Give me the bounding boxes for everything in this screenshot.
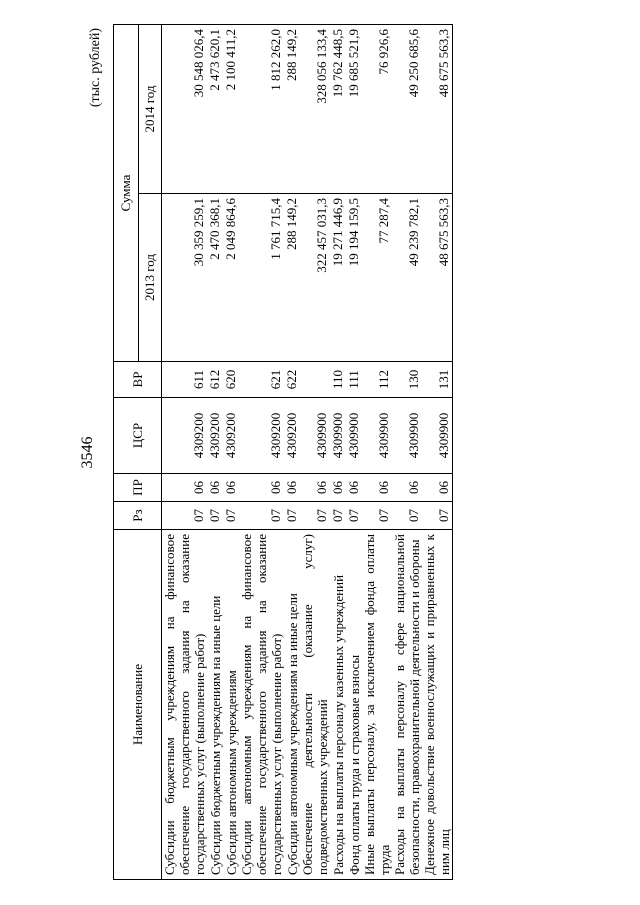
row-rz: 07 bbox=[223, 502, 239, 530]
row-csr: 4309200 bbox=[207, 398, 223, 474]
row-rz: 07 bbox=[284, 502, 300, 530]
row-sum-2013: 19 271 446,9 bbox=[330, 194, 346, 362]
table-row bbox=[362, 25, 392, 880]
row-csr: 4309900 bbox=[392, 398, 422, 474]
row-sum-2013: 48 675 563,3 bbox=[422, 194, 453, 362]
row-csr: 4309900 bbox=[422, 398, 453, 474]
row-csr: 4309200 bbox=[239, 398, 284, 474]
row-name: Денежное довольствие военнослужащих и приравненных к ним лиц bbox=[422, 530, 453, 880]
row-vr bbox=[300, 362, 330, 398]
row-csr: 4309200 bbox=[284, 398, 300, 474]
row-pr: 06 bbox=[284, 474, 300, 502]
row-sum-2013: 1 761 715,4 bbox=[239, 194, 284, 362]
header-2013: 2013 год bbox=[139, 194, 162, 362]
row-rz: 07 bbox=[346, 502, 362, 530]
row-vr: 611 bbox=[162, 362, 208, 398]
row-vr: 112 bbox=[362, 362, 392, 398]
row-pr: 06 bbox=[362, 474, 392, 502]
table-row bbox=[223, 25, 239, 880]
row-csr: 4309200 bbox=[162, 398, 208, 474]
row-rz: 07 bbox=[162, 502, 208, 530]
row-vr: 612 bbox=[207, 362, 223, 398]
page-number: 3546 bbox=[79, 436, 96, 469]
row-name: Расходы на выплаты персоналу в сфере национальной безопасности, правоохранительной деятельности и обороны bbox=[392, 530, 422, 880]
row-sum-2014: 288 149,2 bbox=[284, 25, 300, 194]
row-vr: 622 bbox=[284, 362, 300, 398]
header-sum: Сумма bbox=[114, 25, 139, 362]
row-pr: 06 bbox=[330, 474, 346, 502]
row-vr: 620 bbox=[223, 362, 239, 398]
row-sum-2014: 2 100 411,2 bbox=[223, 25, 239, 194]
table-row bbox=[239, 25, 284, 880]
row-sum-2013: 30 359 259,1 bbox=[162, 194, 208, 362]
row-name: Иные выплаты персоналу, за исключением фонда оплаты труда bbox=[362, 530, 392, 880]
row-name: Субсидии автономным учреждениям bbox=[223, 530, 239, 880]
header-name: Наименование bbox=[114, 530, 162, 880]
row-rz: 07 bbox=[392, 502, 422, 530]
row-vr: 110 bbox=[330, 362, 346, 398]
row-rz: 07 bbox=[300, 502, 330, 530]
header-pr: ПР bbox=[114, 474, 162, 502]
row-name: Субсидии бюджетным учреждениям на иные цели bbox=[207, 530, 223, 880]
row-vr: 130 bbox=[392, 362, 422, 398]
units-label: (тыс. рублей) bbox=[88, 28, 103, 108]
table-row bbox=[346, 25, 362, 880]
row-sum-2014: 30 548 026,4 bbox=[162, 25, 208, 194]
row-sum-2014: 19 685 521,9 bbox=[346, 25, 362, 194]
row-csr: 4309900 bbox=[346, 398, 362, 474]
row-rz: 07 bbox=[422, 502, 453, 530]
row-rz: 07 bbox=[207, 502, 223, 530]
row-csr: 4309900 bbox=[330, 398, 346, 474]
table-row bbox=[330, 25, 346, 880]
row-name: Субсидии автономным учреждениям на иные цели bbox=[284, 530, 300, 880]
row-pr: 06 bbox=[392, 474, 422, 502]
row-pr: 06 bbox=[162, 474, 208, 502]
budget-table bbox=[113, 24, 453, 880]
row-pr: 06 bbox=[239, 474, 284, 502]
row-pr: 06 bbox=[207, 474, 223, 502]
table-row bbox=[422, 25, 453, 880]
row-csr: 4309200 bbox=[223, 398, 239, 474]
table-row bbox=[207, 25, 223, 880]
table-row bbox=[284, 25, 300, 880]
row-sum-2013: 2 470 368,1 bbox=[207, 194, 223, 362]
table-row bbox=[300, 25, 330, 880]
row-sum-2014: 328 056 133,4 bbox=[300, 25, 330, 194]
row-sum-2014: 1 812 262,0 bbox=[239, 25, 284, 194]
row-csr: 4309900 bbox=[300, 398, 330, 474]
row-sum-2013: 77 287,4 bbox=[362, 194, 392, 362]
row-name: Фонд оплаты труда и страховые взносы bbox=[346, 530, 362, 880]
header-csr: ЦСР bbox=[114, 398, 162, 474]
table-row bbox=[392, 25, 422, 880]
row-name: Субсидии автономным учреждениям на финансовое обеспечение государственного задания на оказание государственных услуг (выполнение работ) bbox=[239, 530, 284, 880]
row-sum-2014: 76 926,6 bbox=[362, 25, 392, 194]
row-sum-2014: 2 473 620,1 bbox=[207, 25, 223, 194]
row-sum-2013: 2 049 864,6 bbox=[223, 194, 239, 362]
table-row bbox=[162, 25, 208, 880]
row-csr: 4309900 bbox=[362, 398, 392, 474]
row-vr: 111 bbox=[346, 362, 362, 398]
row-sum-2013: 322 457 031,3 bbox=[300, 194, 330, 362]
row-name: Обеспечение деятельности (оказание услуг) подведомственных учреждений bbox=[300, 530, 330, 880]
row-name: Субсидии бюджетным учреждениям на финансовое обеспечение государственного задания на оказание государственных услуг (выполнение работ) bbox=[162, 530, 208, 880]
row-name: Расходы на выплаты персоналу казенных учреждений bbox=[330, 530, 346, 880]
row-sum-2014: 49 250 685,6 bbox=[392, 25, 422, 194]
row-sum-2013: 19 194 159,5 bbox=[346, 194, 362, 362]
row-rz: 07 bbox=[330, 502, 346, 530]
row-vr: 131 bbox=[422, 362, 453, 398]
row-rz: 07 bbox=[362, 502, 392, 530]
row-rz: 07 bbox=[239, 502, 284, 530]
row-pr: 06 bbox=[300, 474, 330, 502]
row-pr: 06 bbox=[346, 474, 362, 502]
row-sum-2013: 49 239 782,1 bbox=[392, 194, 422, 362]
row-pr: 06 bbox=[422, 474, 453, 502]
header-rz: Рз bbox=[114, 502, 162, 530]
header-2014: 2014 год bbox=[139, 25, 162, 194]
row-sum-2014: 48 675 563,3 bbox=[422, 25, 453, 194]
row-pr: 06 bbox=[223, 474, 239, 502]
row-sum-2013: 288 149,2 bbox=[284, 194, 300, 362]
header-vr: ВР bbox=[114, 362, 162, 398]
row-sum-2014: 19 762 448,5 bbox=[330, 25, 346, 194]
row-vr: 621 bbox=[239, 362, 284, 398]
